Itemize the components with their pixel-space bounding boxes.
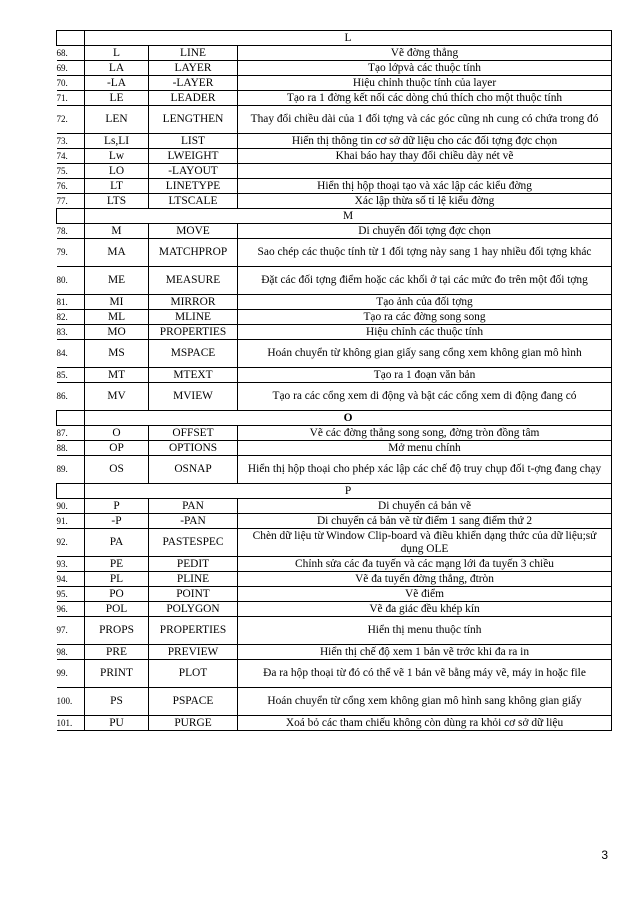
command-description: Vẽ các đờng thẳng song song, đờng tròn đồng tâm <box>238 426 612 441</box>
table-row <box>57 267 612 295</box>
section-spacer <box>57 484 85 499</box>
table-row <box>57 61 612 76</box>
section-header-row <box>57 209 612 224</box>
command-name: PSPACE <box>149 688 238 716</box>
command-alias: Lw <box>85 149 149 164</box>
command-description: Mở menu chính <box>238 441 612 456</box>
section-letter: P <box>85 484 612 499</box>
command-description: Di chuyển cả bản vẽ từ điểm 1 sang điểm thứ 2 <box>238 514 612 529</box>
table-row <box>57 529 612 557</box>
command-alias: PU <box>85 716 149 731</box>
command-name: LTSCALE <box>149 194 238 209</box>
command-description: Hiển thị chế độ xem 1 bản vẽ trớc khi đa ra in <box>238 645 612 660</box>
command-alias: OP <box>85 441 149 456</box>
table-row <box>57 179 612 194</box>
command-alias: Ls,LI <box>85 134 149 149</box>
row-number: 85. <box>57 368 85 383</box>
command-description: Tạo lớpvà các thuộc tính <box>238 61 612 76</box>
command-description: Vẽ điểm <box>238 587 612 602</box>
command-description: Hiển thị hộp thoại cho phép xác lập các chế độ truy chụp đối t-ợng đang chạy <box>238 456 612 484</box>
row-number: 93. <box>57 557 85 572</box>
page-number: 3 <box>601 848 608 862</box>
table-row <box>57 134 612 149</box>
command-description: Đặt các đối tợng điểm hoặc các khối ở tại các mức đo trên một đối tợng <box>238 267 612 295</box>
table-row <box>57 310 612 325</box>
command-description: Hoán chuyển từ cổng xem không gian mô hình sang không gian giấy <box>238 688 612 716</box>
section-letter: L <box>85 31 612 46</box>
row-number: 81. <box>57 295 85 310</box>
row-number: 86. <box>57 383 85 411</box>
row-number: 76. <box>57 179 85 194</box>
command-name: MIRROR <box>149 295 238 310</box>
command-table-body <box>57 31 612 731</box>
command-description: Tạo ra các đờng song song <box>238 310 612 325</box>
table-row <box>57 340 612 368</box>
table-row <box>57 149 612 164</box>
command-description: Chèn dữ liệu từ Window Clip-board và điều khiển dạng thức của dữ liệu;sử dụng OLE <box>238 529 612 557</box>
command-name: PREVIEW <box>149 645 238 660</box>
command-description: Tạo ảnh của đối tợng <box>238 295 612 310</box>
command-description: Khai báo hay thay đổi chiều dày nét vẽ <box>238 149 612 164</box>
command-name: LENGTHEN <box>149 106 238 134</box>
table-row <box>57 557 612 572</box>
command-alias: PA <box>85 529 149 557</box>
command-name: LWEIGHT <box>149 149 238 164</box>
command-name: OSNAP <box>149 456 238 484</box>
section-spacer <box>57 31 85 46</box>
table-row <box>57 91 612 106</box>
command-name: PURGE <box>149 716 238 731</box>
command-alias: PRE <box>85 645 149 660</box>
table-row <box>57 239 612 267</box>
command-alias: MS <box>85 340 149 368</box>
command-name: PLOT <box>149 660 238 688</box>
command-alias: POL <box>85 602 149 617</box>
command-description: Hoán chuyển từ không gian giấy sang cổng xem không gian mô hình <box>238 340 612 368</box>
row-number: 78. <box>57 224 85 239</box>
command-name: LIST <box>149 134 238 149</box>
table-row <box>57 224 612 239</box>
command-name: MLINE <box>149 310 238 325</box>
command-name: PAN <box>149 499 238 514</box>
row-number: 72. <box>57 106 85 134</box>
command-alias: LO <box>85 164 149 179</box>
command-name: -LAYOUT <box>149 164 238 179</box>
command-name: -LAYER <box>149 76 238 91</box>
row-number: 71. <box>57 91 85 106</box>
row-number: 96. <box>57 602 85 617</box>
row-number: 89. <box>57 456 85 484</box>
command-table <box>56 30 612 731</box>
command-name: PROPERTIES <box>149 325 238 340</box>
command-alias: ML <box>85 310 149 325</box>
table-row <box>57 295 612 310</box>
command-alias: -P <box>85 514 149 529</box>
command-name: LEADER <box>149 91 238 106</box>
command-name: OPTIONS <box>149 441 238 456</box>
row-number: 95. <box>57 587 85 602</box>
command-name: PASTESPEC <box>149 529 238 557</box>
table-row <box>57 514 612 529</box>
section-header-row <box>57 411 612 426</box>
row-number: 83. <box>57 325 85 340</box>
command-name: POINT <box>149 587 238 602</box>
table-row <box>57 368 612 383</box>
command-alias: PL <box>85 572 149 587</box>
command-name: LINETYPE <box>149 179 238 194</box>
table-row <box>57 76 612 91</box>
row-number: 73. <box>57 134 85 149</box>
command-alias: -LA <box>85 76 149 91</box>
section-header-row <box>57 484 612 499</box>
section-letter: M <box>85 209 612 224</box>
table-row <box>57 645 612 660</box>
row-number: 82. <box>57 310 85 325</box>
command-description: Hiệu chỉnh thuộc tính của layer <box>238 76 612 91</box>
command-alias: PO <box>85 587 149 602</box>
row-number: 75. <box>57 164 85 179</box>
command-description <box>238 164 612 179</box>
command-alias: MI <box>85 295 149 310</box>
command-name: MTEXT <box>149 368 238 383</box>
table-row <box>57 194 612 209</box>
command-alias: MO <box>85 325 149 340</box>
command-description: Tạo ra 1 đờng kết nối các dòng chú thích cho một thuộc tính <box>238 91 612 106</box>
section-spacer <box>57 411 85 426</box>
command-alias: LA <box>85 61 149 76</box>
row-number: 92. <box>57 529 85 557</box>
command-name: MSPACE <box>149 340 238 368</box>
table-row <box>57 325 612 340</box>
table-row <box>57 617 612 645</box>
command-description: Di chuyển cả bản vẽ <box>238 499 612 514</box>
command-name: PLINE <box>149 572 238 587</box>
command-alias: MV <box>85 383 149 411</box>
row-number: 68. <box>57 46 85 61</box>
row-number: 70. <box>57 76 85 91</box>
command-description: Hiển thị menu thuộc tính <box>238 617 612 645</box>
table-row <box>57 383 612 411</box>
row-number: 79. <box>57 239 85 267</box>
command-alias: MT <box>85 368 149 383</box>
table-row <box>57 587 612 602</box>
command-alias: LEN <box>85 106 149 134</box>
command-name: MOVE <box>149 224 238 239</box>
section-letter: O <box>85 411 612 426</box>
command-alias: M <box>85 224 149 239</box>
command-name: PROPERTIES <box>149 617 238 645</box>
row-number: 74. <box>57 149 85 164</box>
command-alias: LTS <box>85 194 149 209</box>
command-name: POLYGON <box>149 602 238 617</box>
row-number: 88. <box>57 441 85 456</box>
table-row <box>57 602 612 617</box>
command-name: OFFSET <box>149 426 238 441</box>
table-row <box>57 499 612 514</box>
command-alias: L <box>85 46 149 61</box>
command-name: LINE <box>149 46 238 61</box>
command-description: Xoá bỏ các tham chiếu không còn dùng ra khỏi cơ sở dữ liệu <box>238 716 612 731</box>
command-description: Xác lập thừa số tỉ lệ kiểu đờng <box>238 194 612 209</box>
command-description: Tạo ra các cổng xem di động và bật các cổng xem di động đang có <box>238 383 612 411</box>
command-alias: LT <box>85 179 149 194</box>
row-number: 80. <box>57 267 85 295</box>
row-number: 100. <box>57 688 85 716</box>
command-name: PEDIT <box>149 557 238 572</box>
command-alias: O <box>85 426 149 441</box>
command-description: Di chuyển đối tợng đợc chọn <box>238 224 612 239</box>
command-alias: P <box>85 499 149 514</box>
row-number: 97. <box>57 617 85 645</box>
table-row <box>57 46 612 61</box>
row-number: 90. <box>57 499 85 514</box>
command-alias: PS <box>85 688 149 716</box>
command-description: Vẽ đa giác đều khép kín <box>238 602 612 617</box>
command-alias: PROPS <box>85 617 149 645</box>
command-description: Tạo ra 1 đoạn văn bản <box>238 368 612 383</box>
row-number: 94. <box>57 572 85 587</box>
command-description: Đa ra hộp thoại từ đó có thể vẽ 1 bản vẽ bằng máy vẽ, máy in hoặc file <box>238 660 612 688</box>
row-number: 87. <box>57 426 85 441</box>
row-number: 91. <box>57 514 85 529</box>
command-description: Sao chép các thuộc tính từ 1 đối tợng này sang 1 hay nhiều đối tợng khác <box>238 239 612 267</box>
command-description: Thay đổi chiều dài của 1 đối tợng và các góc cũng nh cung có chứa trong đó <box>238 106 612 134</box>
row-number: 101. <box>57 716 85 731</box>
command-alias: MA <box>85 239 149 267</box>
row-number: 69. <box>57 61 85 76</box>
table-row <box>57 716 612 731</box>
command-description: Hiển thị hộp thoại tạo và xác lập các kiểu đờng <box>238 179 612 194</box>
command-name: MATCHPROP <box>149 239 238 267</box>
row-number: 84. <box>57 340 85 368</box>
command-description: Chỉnh sửa các đa tuyến và các mạng lới đa tuyến 3 chiều <box>238 557 612 572</box>
row-number: 98. <box>57 645 85 660</box>
command-alias: ME <box>85 267 149 295</box>
command-alias: LE <box>85 91 149 106</box>
row-number: 99. <box>57 660 85 688</box>
table-row <box>57 106 612 134</box>
table-row <box>57 572 612 587</box>
table-row <box>57 456 612 484</box>
command-description: Hiển thị thông tin cơ sở dữ liệu cho các đối tợng đợc chọn <box>238 134 612 149</box>
section-header-row <box>57 31 612 46</box>
row-number: 77. <box>57 194 85 209</box>
command-name: -PAN <box>149 514 238 529</box>
command-description: Hiệu chỉnh các thuộc tính <box>238 325 612 340</box>
table-row <box>57 164 612 179</box>
command-alias: PRINT <box>85 660 149 688</box>
command-description: Vẽ đa tuyến đờng thẳng, đtròn <box>238 572 612 587</box>
command-name: MEASURE <box>149 267 238 295</box>
command-name: LAYER <box>149 61 238 76</box>
table-row <box>57 688 612 716</box>
table-row <box>57 660 612 688</box>
command-name: MVIEW <box>149 383 238 411</box>
command-description: Vẽ đờng thẳng <box>238 46 612 61</box>
command-alias: PE <box>85 557 149 572</box>
table-row <box>57 441 612 456</box>
command-alias: OS <box>85 456 149 484</box>
section-spacer <box>57 209 85 224</box>
table-row <box>57 426 612 441</box>
